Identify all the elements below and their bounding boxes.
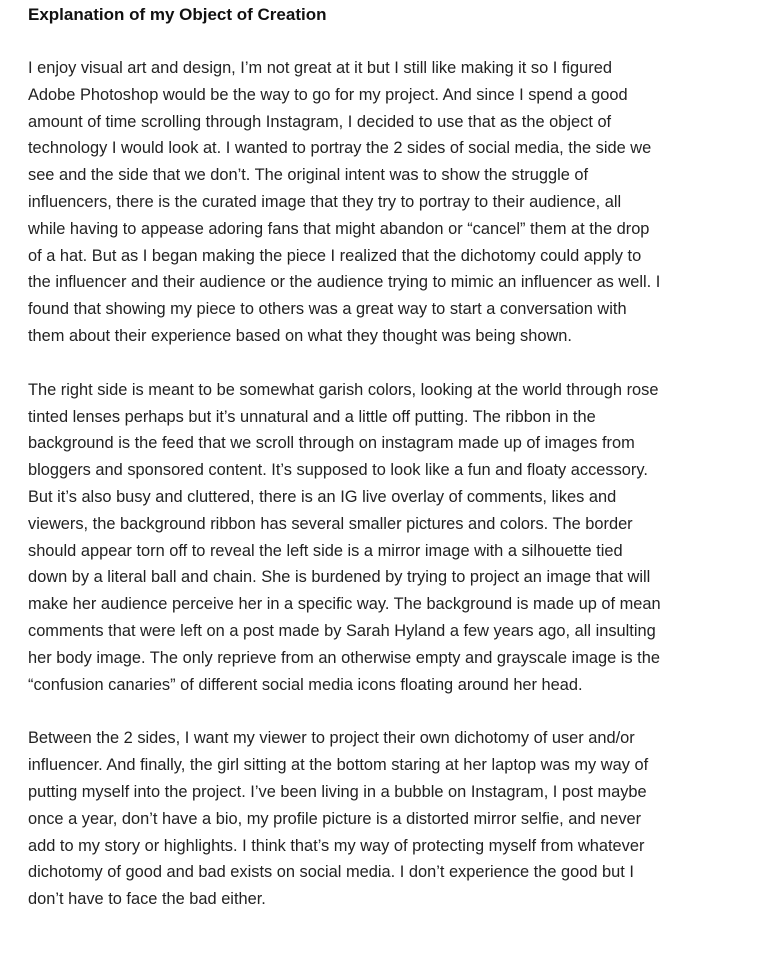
paragraph-3-line-5: add to my story or highlights. I think that’s my way of protecting myself from whatever: [28, 836, 645, 855]
paragraph-1-line-1: I enjoy visual art and design, I’m not great at it but I still like making it so I figured: [28, 59, 612, 77]
paragraph-3-line-4: once a year, don’t have a bio, my profile picture is a distorted mirror selfie, and never: [28, 809, 642, 828]
paragraph-2-line-5: But it’s also busy and cluttered, there is an IG live overlay of comments, likes and: [28, 487, 617, 506]
paragraph-1-line-2: Adobe Photoshop would be the way to go for my project. And since I spend a good: [28, 85, 628, 104]
paragraph-2-line-8: down by a literal ball and chain. She is burdened by trying to project an image that will: [28, 568, 651, 587]
paragraph-2-line-11: her body image. The only reprieve from an otherwise empty and grayscale image is the: [28, 648, 660, 667]
paragraph-2-line-7: should appear torn off to reveal the left side is a mirror image with a silhouette tied: [28, 541, 623, 560]
document-page: [28, 0, 754, 913]
paragraph-2-line-12: “confusion canaries” of different social media icons floating around her head.: [28, 675, 583, 694]
document-title: Explanation of my Object of Creation: [28, 5, 327, 24]
paragraph-2-line-2: tinted lenses perhaps but it’s unnatural and a little off putting. The ribbon in the: [28, 407, 596, 426]
paragraph-1-line-6: influencers, there is the curated image that they try to portray to their audience, all: [28, 192, 622, 211]
paragraph-3-line-3: putting myself into the project. I’ve been living in a bubble on Instagram, I post maybe: [28, 782, 647, 801]
paragraph-3-line-2: influencer. And finally, the girl sitting at the bottom staring at her laptop was my way of: [28, 756, 649, 775]
paragraph-1-line-5: see and the side that we don’t. The original intent was to show the struggle of: [28, 166, 589, 185]
paragraph-3-line-1: Between the 2 sides, I want my viewer to project their own dichotomy of user and/or: [28, 729, 635, 748]
paragraph-3-line-6: dichotomy of good and bad exists on social media. I don’t experience the good but I: [28, 863, 634, 882]
paragraph-3-line-7: don’t have to face the bad either.: [28, 890, 266, 909]
paragraph-2-line-10: comments that were left on a post made by Sarah Hyland a few years ago, all insulting: [28, 621, 656, 640]
paragraph-2-line-1: The right side is meant to be somewhat garish colors, looking at the world through rose: [28, 380, 659, 399]
paragraph-1-line-11: them about their experience based on what they thought was being shown.: [28, 326, 572, 345]
paragraph-1-line-4: technology I would look at. I wanted to portray the 2 sides of social media, the side we: [28, 139, 652, 158]
paragraph-1-line-10: found that showing my piece to others was a great way to start a conversation with: [28, 300, 627, 319]
paragraph-2: [28, 377, 754, 699]
paragraph-1-line-7: while having to appease adoring fans that might abandon or “cancel” them at the drop: [28, 219, 650, 238]
paragraph-1: [28, 55, 754, 350]
paragraph-1-line-8: of a hat. But as I began making the piece I realized that the dichotomy could apply to: [28, 246, 642, 265]
paragraph-2-line-3: background is the feed that we scroll through on instagram made up of images from: [28, 434, 635, 453]
paragraph-3: [28, 725, 754, 913]
paragraph-1-line-3: amount of time scrolling through Instagram, I decided to use that as the object of: [28, 112, 612, 131]
paragraph-2-line-4: bloggers and sponsored content. It’s supposed to look like a fun and floaty accessory.: [28, 461, 648, 480]
paragraph-1-line-9: the influencer and their audience or the audience trying to mimic an influencer as well. I: [28, 273, 661, 292]
paragraph-2-line-6: viewers, the background ribbon has several smaller pictures and colors. The border: [28, 514, 633, 533]
paragraph-2-line-9: make her audience perceive her in a specific way. The background is made up of mean: [28, 595, 661, 614]
